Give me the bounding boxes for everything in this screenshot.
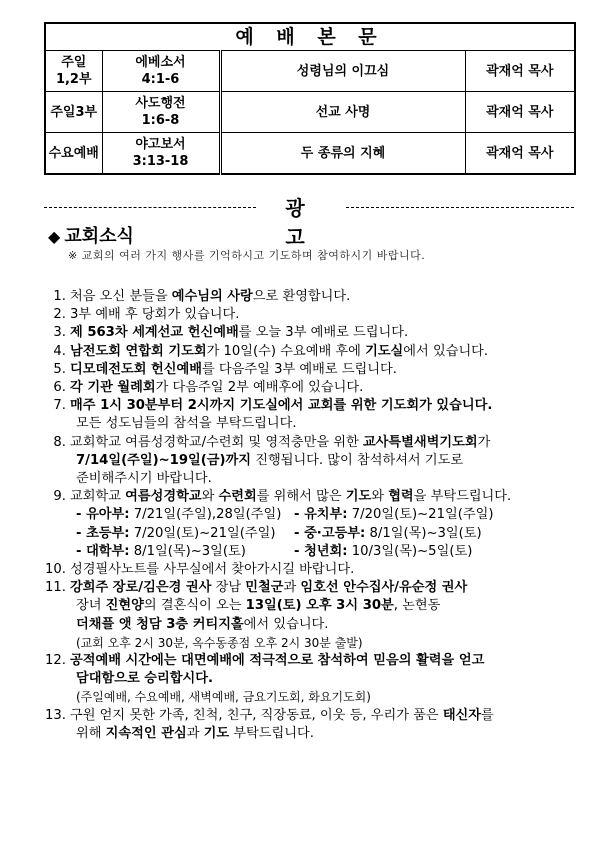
schedule-entry xyxy=(294,543,524,561)
item-number: 12. xyxy=(45,653,66,669)
item-number: 7. xyxy=(53,398,66,414)
item-text: , 논현동 xyxy=(393,598,441,614)
schedule-label: - 유치부: xyxy=(294,507,348,523)
scripture-verse: 3:13-18 xyxy=(132,154,189,169)
item-text: 가 다음주일 2부 예배후에 있습니다. xyxy=(155,380,364,396)
pastor-name: 곽재억 목사 xyxy=(465,92,575,133)
news-section-title xyxy=(48,222,134,248)
item-number: 2. xyxy=(53,307,66,323)
item-text: 과 xyxy=(283,580,301,596)
schedule-entry xyxy=(294,525,524,543)
list-item xyxy=(40,288,580,306)
list-item xyxy=(40,488,580,561)
schedule-date: 7/20일(토)~21일(주일) xyxy=(347,507,494,523)
sermon-header-row xyxy=(45,23,575,51)
scripture-book: 에베소서 xyxy=(135,55,186,70)
item-number: 8. xyxy=(53,434,66,450)
service-name: 주일3부 xyxy=(45,92,102,133)
list-item xyxy=(40,361,580,379)
item-text: 모든 성도님들의 참석을 부탁드립니다. xyxy=(76,416,297,432)
item-text-bold: 여름성경학교 xyxy=(125,489,202,505)
item-text-bold: 기도실 xyxy=(365,343,404,359)
item-text-bold: 교사특별새벽기도회 xyxy=(362,434,478,450)
scripture-verse: 4:1-6 xyxy=(141,72,180,87)
service-name: 수요예배 xyxy=(45,133,102,175)
item-text: 를 xyxy=(481,707,494,723)
scripture xyxy=(102,92,220,133)
item-text: 를 다음주일 3부 예배로 드립니다. xyxy=(201,361,397,377)
item-text-bold: 기도 xyxy=(345,489,372,505)
sermon-row xyxy=(45,51,575,92)
schedule-entry xyxy=(76,543,294,561)
item-text-bold: 임호선 안수집사/유순정 권사 xyxy=(300,580,468,596)
item-number: 6. xyxy=(53,380,66,396)
schedule-grid xyxy=(70,506,580,561)
item-text-bold: 디모데전도회 헌신예배 xyxy=(70,361,202,377)
item-number: 9. xyxy=(53,489,66,505)
list-item xyxy=(40,561,580,579)
item-text-bold: 공적예배 시간에는 대면예배에 적극적으로 참석하여 믿음의 활력을 얻고 xyxy=(70,653,485,669)
item-text: 진행됩니다. 많이 참석하셔서 기도로 xyxy=(251,452,464,468)
ad-title: 광 고 xyxy=(285,196,319,249)
service-name: 주일 1,2부 xyxy=(45,51,102,92)
schedule-date: 8/1일(목)~3일(토) xyxy=(129,543,246,559)
item-text: 부탁드립니다. xyxy=(229,725,314,741)
item-text-bold: 예수님의 사랑 xyxy=(171,289,253,304)
item-text-bold: 민철군 xyxy=(245,580,284,596)
item-text-bold: 제 563차 세계선교 헌신예배 xyxy=(70,325,239,341)
scripture-verse: 1:6-8 xyxy=(141,113,180,128)
item-text-bold: 13일(토) 오후 3시 30분 xyxy=(245,598,394,614)
item-text: 처음 오신 분들을 xyxy=(70,289,172,304)
item-text: 교회학교 여름성경학교/수련회 및 영적충만을 위한 xyxy=(70,434,363,450)
sermon-title: 예 배 본 문 xyxy=(45,23,575,51)
item-text: 으로 환영합니다. xyxy=(252,289,351,304)
item-text-bold: 수련회 xyxy=(218,489,257,505)
item-text: 를 위해서 많은 xyxy=(256,489,346,505)
item-text-bold: 7/14일(주일)~19일(금)까지 xyxy=(76,452,252,468)
list-item xyxy=(40,434,580,489)
item-text-bold: 협력 xyxy=(388,489,414,505)
schedule-entry xyxy=(76,506,294,524)
sermon-row xyxy=(45,92,575,133)
pastor-name: 곽재억 목사 xyxy=(465,133,575,175)
item-text: 구원 얻지 못한 가족, 친척, 친구, 직장동료, 이웃 등, 우리가 품은 xyxy=(70,707,443,723)
scripture xyxy=(102,133,220,175)
item-number: 11. xyxy=(45,580,66,596)
pastor-name: 곽재억 목사 xyxy=(465,51,575,92)
schedule-label: - 대학부: xyxy=(76,543,130,559)
item-text: 과 xyxy=(186,725,204,741)
item-text-bold: 매주 1시 30분부터 2시까지 기도실에서 교회를 위한 기도회가 있습니다. xyxy=(70,398,493,414)
item-text: 3부 예배 후 당회가 있습니다. xyxy=(70,307,240,323)
item-number: 3. xyxy=(53,325,66,341)
list-item xyxy=(40,306,580,324)
news-list xyxy=(40,288,580,743)
news-title-text: 교회소식 xyxy=(64,226,134,247)
item-text-bold: 각 기관 월례회 xyxy=(70,380,156,396)
item-text: 에서 있습니다. xyxy=(243,616,329,632)
item-text-bold: 기도 xyxy=(203,725,230,741)
item-text-bold: 진현양 xyxy=(105,598,144,614)
item-number: 1. xyxy=(53,289,66,304)
item-text-bold: 태신자 xyxy=(442,707,482,723)
list-item xyxy=(40,397,580,433)
item-text: 와 xyxy=(371,489,389,505)
item-number: 4. xyxy=(53,343,66,359)
item-number: 5. xyxy=(53,361,66,377)
item-text: (주일예배, 수요예배, 새벽예배, 금요기도회, 화요기도회) xyxy=(76,690,371,705)
item-text: 준비해주시기 바랍니다. xyxy=(76,471,212,487)
item-text: 위해 xyxy=(76,725,106,741)
list-item xyxy=(40,343,580,361)
schedule-date: 7/20일(토)~21일(주일) xyxy=(129,525,276,541)
sermon-row xyxy=(45,133,575,175)
item-text: 가 xyxy=(477,434,491,450)
item-number: 13. xyxy=(45,707,66,723)
scripture xyxy=(102,51,220,92)
item-text: 와 xyxy=(201,489,219,505)
sermon-title-cell: 선교 사명 xyxy=(220,92,465,133)
item-text-bold: 더채플 앳 청담 3층 커티지홀 xyxy=(76,616,244,632)
news-note: ※ 교회의 여러 가지 행사를 기억하시고 기도하며 참여하시기 바랍니다. xyxy=(68,249,426,262)
item-text: (교회 오후 2시 30분, 옥수동종점 오후 2시 30분 출발) xyxy=(76,635,363,650)
item-text-bold: 담대함으로 승리합시다. xyxy=(76,671,213,687)
list-item xyxy=(40,579,580,652)
sermon-title-cell: 두 종류의 지혜 xyxy=(220,133,465,175)
sermon-title-cell: 성령님의 이끄심 xyxy=(220,51,465,92)
diamond-icon: ◆ xyxy=(48,227,61,246)
item-text: 의 결혼식이 오는 xyxy=(143,598,246,614)
scripture-book: 야고보서 xyxy=(135,137,186,152)
list-item xyxy=(40,324,580,342)
schedule-label: - 유아부: xyxy=(76,507,130,523)
item-text: 성경필사노트를 사무실에서 찾아가시길 바랍니다. xyxy=(70,562,355,578)
schedule-date: 10/3일(목)~5일(토) xyxy=(347,543,473,559)
scripture-book: 사도행전 xyxy=(135,96,186,111)
sermon-table xyxy=(44,22,576,175)
list-item xyxy=(40,379,580,397)
item-text: 장녀 xyxy=(76,598,106,614)
schedule-label: - 초등부: xyxy=(76,525,130,541)
schedule-date: 7/21일(주일),28일(주일) xyxy=(129,507,282,523)
schedule-entry xyxy=(294,506,524,524)
item-text-bold: 강희주 장로/김은경 권사 xyxy=(70,580,212,596)
schedule-label: - 청년회: xyxy=(294,543,348,559)
schedule-date: 8/1일(목)~3일(토) xyxy=(365,525,482,541)
divider-right xyxy=(346,207,574,208)
item-text: 를 오늘 3부 예배로 드립니다. xyxy=(238,325,409,341)
list-item xyxy=(40,652,580,707)
item-text: 장남 xyxy=(211,580,246,596)
divider-left xyxy=(44,207,256,208)
item-text-bold: 지속적인 관심 xyxy=(105,725,187,741)
item-text: 을 부탁드립니다. xyxy=(413,489,512,505)
item-text: 가 10일(수) 수요예배 후에 xyxy=(206,343,366,359)
list-item xyxy=(40,707,580,743)
item-number: 10. xyxy=(45,562,66,578)
schedule-entry xyxy=(76,525,294,543)
schedule-label: - 중·고등부: xyxy=(294,525,366,541)
item-text-bold: 남전도회 연합회 기도회 xyxy=(70,343,207,359)
item-text: 교회학교 xyxy=(70,489,126,505)
item-text: 에서 있습니다. xyxy=(403,343,489,359)
